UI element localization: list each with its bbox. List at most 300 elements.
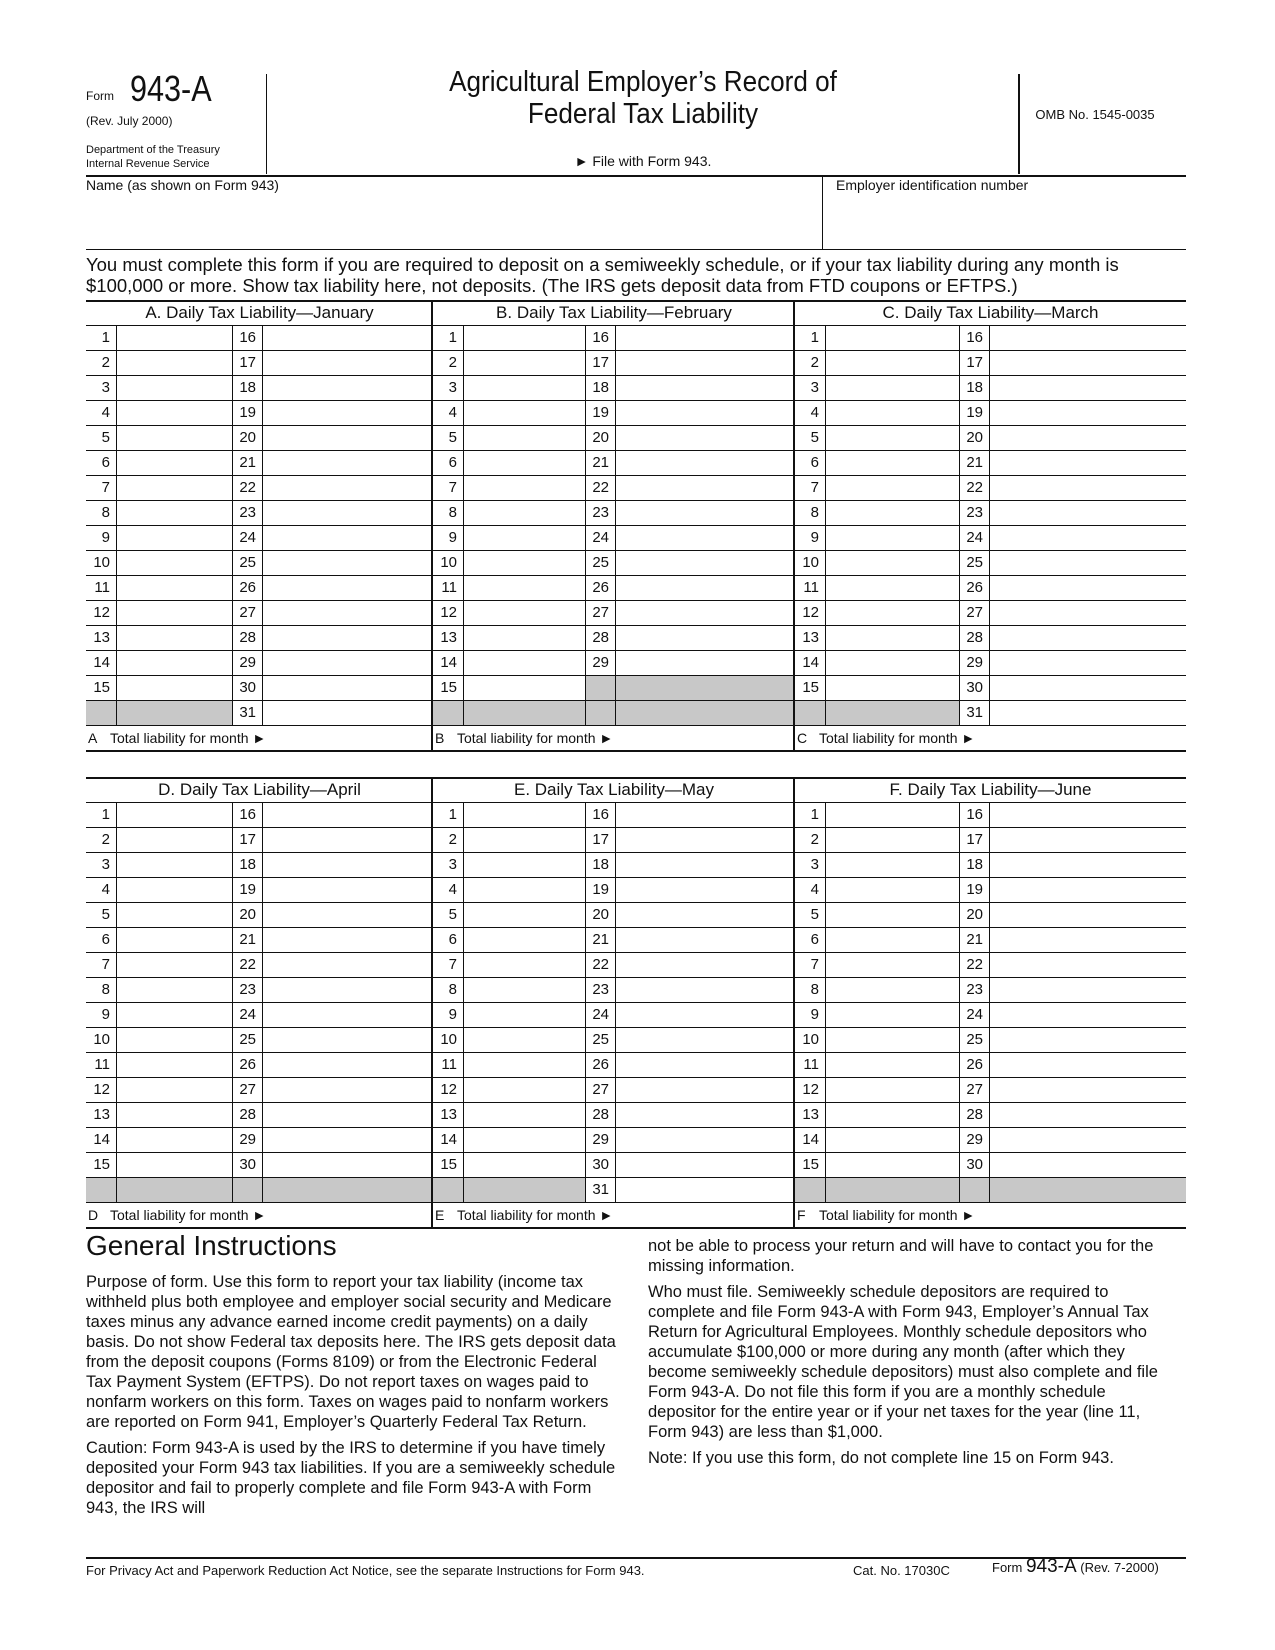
day-number: 22 — [239, 479, 256, 496]
day-number: 16 — [966, 329, 983, 346]
day-27-liability-e[interactable] — [615, 1079, 795, 1101]
day-12-liability-e[interactable] — [463, 1079, 585, 1101]
day-5-liability-f[interactable] — [825, 904, 959, 926]
day-number: 3 — [448, 856, 457, 873]
day-24-liability-c[interactable] — [989, 527, 1186, 549]
day-9-liability-c[interactable] — [825, 527, 959, 549]
form-label: Form — [86, 89, 114, 103]
day-number: 7 — [101, 479, 110, 496]
day-29-liability-a[interactable] — [262, 652, 433, 674]
day-25-liability-c[interactable] — [989, 552, 1186, 574]
day-number: 29 — [592, 654, 609, 671]
day-20-liability-f[interactable] — [989, 904, 1186, 926]
day-14-liability-e[interactable] — [463, 1129, 585, 1151]
day-number: 11 — [94, 1056, 110, 1073]
day-5-liability-b[interactable] — [463, 427, 585, 449]
shaded-cell — [585, 676, 795, 700]
day-4-liability-f[interactable] — [825, 879, 959, 901]
day-7-liability-f[interactable] — [825, 954, 959, 976]
day-27-liability-a[interactable] — [262, 602, 433, 624]
day-number: 22 — [239, 956, 256, 973]
day-18-liability-f[interactable] — [989, 854, 1186, 876]
day-number: 19 — [592, 881, 609, 898]
day-21-liability-e[interactable] — [615, 929, 795, 951]
day-17-liability-a[interactable] — [262, 352, 433, 374]
day-5-liability-c[interactable] — [825, 427, 959, 449]
day-number: 21 — [592, 931, 609, 948]
day-11-liability-b[interactable] — [463, 577, 585, 599]
day-number: 7 — [448, 479, 457, 496]
day-number: 14 — [440, 654, 457, 671]
day-21-liability-b[interactable] — [615, 452, 795, 474]
ein-label: Employer identification number — [836, 177, 1029, 193]
day-5-liability-e[interactable] — [463, 904, 585, 926]
day-17-liability-c[interactable] — [989, 352, 1186, 374]
day-19-liability-f[interactable] — [989, 879, 1186, 901]
day-6-liability-d[interactable] — [116, 929, 232, 951]
day-25-liability-e[interactable] — [615, 1029, 795, 1051]
total-liability-c[interactable] — [989, 727, 1186, 749]
day-26-liability-f[interactable] — [989, 1054, 1186, 1076]
day-number: 9 — [810, 1006, 819, 1023]
day-30-liability-a[interactable] — [262, 677, 433, 699]
day-23-liability-b[interactable] — [615, 502, 795, 524]
day-number: 6 — [101, 454, 110, 471]
day-number: 14 — [802, 1131, 819, 1148]
day-8-liability-a[interactable] — [116, 502, 232, 524]
day-28-liability-c[interactable] — [989, 627, 1186, 649]
day-13-liability-f[interactable] — [825, 1104, 959, 1126]
day-21-liability-a[interactable] — [262, 452, 433, 474]
form-title-line2: Federal Tax Liability — [527, 98, 759, 130]
day-16-liability-d[interactable] — [262, 804, 433, 826]
day-2-liability-f[interactable] — [825, 829, 959, 851]
day-30-liability-f[interactable] — [989, 1154, 1186, 1176]
day-1-liability-f[interactable] — [825, 804, 959, 826]
footer-revision: (Rev. 7-2000) — [1080, 1560, 1159, 1575]
day-17-liability-f[interactable] — [989, 829, 1186, 851]
day-19-liability-e[interactable] — [615, 879, 795, 901]
day-number: 1 — [810, 806, 819, 823]
day-21-liability-c[interactable] — [989, 452, 1186, 474]
day-27-liability-d[interactable] — [262, 1079, 433, 1101]
day-9-liability-d[interactable] — [116, 1004, 232, 1026]
day-number: 10 — [440, 1031, 457, 1048]
day-27-liability-c[interactable] — [989, 602, 1186, 624]
day-29-liability-b[interactable] — [615, 652, 795, 674]
day-18-liability-a[interactable] — [262, 377, 433, 399]
form-number: 943-A — [130, 68, 212, 109]
day-2-liability-b[interactable] — [463, 352, 585, 374]
day-number: 3 — [101, 856, 110, 873]
shaded-cell — [433, 1178, 585, 1202]
total-liability-f[interactable] — [989, 1204, 1186, 1226]
day-3-liability-a[interactable] — [116, 377, 232, 399]
day-4-liability-d[interactable] — [116, 879, 232, 901]
day-20-liability-a[interactable] — [262, 427, 433, 449]
day-31-liability-a[interactable] — [262, 702, 433, 724]
day-23-liability-a[interactable] — [262, 502, 433, 524]
day-6-liability-f[interactable] — [825, 929, 959, 951]
day-24-liability-d[interactable] — [262, 1004, 433, 1026]
day-11-liability-e[interactable] — [463, 1054, 585, 1076]
day-number: 8 — [810, 504, 819, 521]
day-number: 9 — [810, 529, 819, 546]
note-paragraph: Note: If you use this form, do not complete line 15 on Form 943. — [648, 1449, 1114, 1467]
day-16-liability-b[interactable] — [615, 327, 795, 349]
month-title-a: A. Daily Tax Liability—January — [145, 303, 374, 322]
day-number: 12 — [440, 1081, 457, 1098]
day-number: 29 — [592, 1131, 609, 1148]
day-28-liability-b[interactable] — [615, 627, 795, 649]
day-26-liability-c[interactable] — [989, 577, 1186, 599]
day-17-liability-d[interactable] — [262, 829, 433, 851]
day-17-liability-e[interactable] — [615, 829, 795, 851]
day-16-liability-e[interactable] — [615, 804, 795, 826]
day-22-liability-c[interactable] — [989, 477, 1186, 499]
day-19-liability-a[interactable] — [262, 402, 433, 424]
day-number: 19 — [239, 404, 256, 421]
day-number: 2 — [101, 354, 110, 371]
day-11-liability-c[interactable] — [825, 577, 959, 599]
total-letter: D — [88, 1207, 99, 1223]
day-2-liability-c[interactable] — [825, 352, 959, 374]
day-number: 1 — [810, 329, 819, 346]
day-6-liability-a[interactable] — [116, 452, 232, 474]
total-liability-label: Total liability for month ► — [457, 730, 614, 746]
day-29-liability-c[interactable] — [989, 652, 1186, 674]
day-11-liability-d[interactable] — [116, 1054, 232, 1076]
day-2-liability-a[interactable] — [116, 352, 232, 374]
day-3-liability-f[interactable] — [825, 854, 959, 876]
day-29-liability-d[interactable] — [262, 1129, 433, 1151]
day-13-liability-d[interactable] — [116, 1104, 232, 1126]
day-25-liability-a[interactable] — [262, 552, 433, 574]
day-2-liability-d[interactable] — [116, 829, 232, 851]
day-4-liability-b[interactable] — [463, 402, 585, 424]
day-17-liability-b[interactable] — [615, 352, 795, 374]
day-number: 19 — [966, 404, 983, 421]
day-10-liability-c[interactable] — [825, 552, 959, 574]
day-number: 8 — [101, 504, 110, 521]
day-7-liability-a[interactable] — [116, 477, 232, 499]
day-number: 12 — [93, 1081, 110, 1098]
day-number: 3 — [101, 379, 110, 396]
day-19-liability-d[interactable] — [262, 879, 433, 901]
revision-date: (Rev. July 2000) — [86, 114, 173, 128]
day-14-liability-f[interactable] — [825, 1129, 959, 1151]
day-number: 20 — [592, 429, 609, 446]
total-liability-b[interactable] — [615, 727, 795, 749]
day-23-liability-e[interactable] — [615, 979, 795, 1001]
day-13-liability-c[interactable] — [825, 627, 959, 649]
day-11-liability-f[interactable] — [825, 1054, 959, 1076]
day-28-liability-f[interactable] — [989, 1104, 1186, 1126]
day-number: 23 — [239, 504, 256, 521]
name-field[interactable] — [86, 196, 820, 246]
day-12-liability-f[interactable] — [825, 1079, 959, 1101]
day-24-liability-f[interactable] — [989, 1004, 1186, 1026]
day-number: 7 — [448, 956, 457, 973]
day-22-liability-a[interactable] — [262, 477, 433, 499]
day-14-liability-c[interactable] — [825, 652, 959, 674]
day-number: 25 — [592, 554, 609, 571]
day-16-liability-a[interactable] — [262, 327, 433, 349]
day-10-liability-f[interactable] — [825, 1029, 959, 1051]
day-number: 25 — [239, 1031, 256, 1048]
day-31-liability-e[interactable] — [615, 1179, 795, 1201]
day-23-liability-f[interactable] — [989, 979, 1186, 1001]
day-number: 9 — [101, 529, 110, 546]
day-1-liability-c[interactable] — [825, 327, 959, 349]
day-number: 16 — [592, 329, 609, 346]
day-1-liability-a[interactable] — [116, 327, 232, 349]
form-title — [306, 66, 981, 130]
day-22-liability-e[interactable] — [615, 954, 795, 976]
day-15-liability-e[interactable] — [463, 1154, 585, 1176]
day-24-liability-b[interactable] — [615, 527, 795, 549]
day-number: 18 — [592, 856, 609, 873]
day-13-liability-b[interactable] — [463, 627, 585, 649]
file-with-note: ► File with Form 943. — [574, 153, 712, 169]
day-number: 18 — [239, 856, 256, 873]
day-number: 23 — [592, 981, 609, 998]
day-13-liability-a[interactable] — [116, 627, 232, 649]
day-24-liability-a[interactable] — [262, 527, 433, 549]
day-number: 23 — [966, 504, 983, 521]
day-12-liability-a[interactable] — [116, 602, 232, 624]
shaded-cell — [86, 1178, 232, 1202]
day-number: 13 — [802, 1106, 819, 1123]
day-3-liability-e[interactable] — [463, 854, 585, 876]
day-24-liability-e[interactable] — [615, 1004, 795, 1026]
day-number: 24 — [239, 529, 256, 546]
day-1-liability-d[interactable] — [116, 804, 232, 826]
day-number: 2 — [810, 831, 819, 848]
day-15-liability-a[interactable] — [116, 677, 232, 699]
day-number: 24 — [239, 1006, 256, 1023]
day-number: 13 — [440, 1106, 457, 1123]
day-11-liability-a[interactable] — [116, 577, 232, 599]
day-28-liability-d[interactable] — [262, 1104, 433, 1126]
day-number: 3 — [810, 379, 819, 396]
day-20-liability-e[interactable] — [615, 904, 795, 926]
day-22-liability-d[interactable] — [262, 954, 433, 976]
day-19-liability-c[interactable] — [989, 402, 1186, 424]
day-29-liability-f[interactable] — [989, 1129, 1186, 1151]
day-number: 24 — [592, 529, 609, 546]
day-10-liability-a[interactable] — [116, 552, 232, 574]
day-number: 18 — [966, 379, 983, 396]
total-letter: F — [797, 1207, 806, 1223]
day-10-liability-e[interactable] — [463, 1029, 585, 1051]
day-20-liability-c[interactable] — [989, 427, 1186, 449]
day-number: 11 — [441, 1056, 457, 1073]
day-26-liability-d[interactable] — [262, 1054, 433, 1076]
day-19-liability-b[interactable] — [615, 402, 795, 424]
shaded-cell — [433, 701, 585, 725]
day-12-liability-c[interactable] — [825, 602, 959, 624]
day-20-liability-b[interactable] — [615, 427, 795, 449]
day-number: 12 — [802, 604, 819, 621]
day-6-liability-b[interactable] — [463, 452, 585, 474]
day-number: 8 — [810, 981, 819, 998]
day-25-liability-f[interactable] — [989, 1029, 1186, 1051]
day-15-liability-c[interactable] — [825, 677, 959, 699]
day-16-liability-c[interactable] — [989, 327, 1186, 349]
caution-paragraph: Caution: Form 943-A is used by the IRS to determine if you have timely deposited your Form 943 tax liabilities. If you are a semiweekly schedule depositor and fail to properly complete and file Form 943-A with Form 943, the IRS will — [86, 1439, 616, 1517]
day-22-liability-f[interactable] — [989, 954, 1186, 976]
day-7-liability-d[interactable] — [116, 954, 232, 976]
day-number: 1 — [448, 806, 457, 823]
day-number: 4 — [101, 404, 110, 421]
day-22-liability-b[interactable] — [615, 477, 795, 499]
day-8-liability-e[interactable] — [463, 979, 585, 1001]
day-15-liability-b[interactable] — [463, 677, 585, 699]
day-1-liability-e[interactable] — [463, 804, 585, 826]
day-number: 14 — [93, 1131, 110, 1148]
day-23-liability-c[interactable] — [989, 502, 1186, 524]
day-26-liability-b[interactable] — [615, 577, 795, 599]
day-14-liability-d[interactable] — [116, 1129, 232, 1151]
day-8-liability-d[interactable] — [116, 979, 232, 1001]
day-4-liability-c[interactable] — [825, 402, 959, 424]
day-3-liability-d[interactable] — [116, 854, 232, 876]
day-number: 12 — [93, 604, 110, 621]
day-number: 16 — [239, 806, 256, 823]
day-number: 11 — [803, 1056, 819, 1073]
day-21-liability-f[interactable] — [989, 929, 1186, 951]
day-4-liability-e[interactable] — [463, 879, 585, 901]
day-5-liability-a[interactable] — [116, 427, 232, 449]
day-10-liability-d[interactable] — [116, 1029, 232, 1051]
day-10-liability-b[interactable] — [463, 552, 585, 574]
day-number: 10 — [93, 1031, 110, 1048]
day-9-liability-b[interactable] — [463, 527, 585, 549]
day-25-liability-b[interactable] — [615, 552, 795, 574]
day-30-liability-c[interactable] — [989, 677, 1186, 699]
day-number: 8 — [101, 981, 110, 998]
day-number: 1 — [101, 806, 110, 823]
day-15-liability-d[interactable] — [116, 1154, 232, 1176]
day-29-liability-e[interactable] — [615, 1129, 795, 1151]
day-7-liability-e[interactable] — [463, 954, 585, 976]
day-3-liability-c[interactable] — [825, 377, 959, 399]
day-25-liability-d[interactable] — [262, 1029, 433, 1051]
day-18-liability-c[interactable] — [989, 377, 1186, 399]
month-title-c: C. Daily Tax Liability—March — [882, 303, 1099, 322]
day-6-liability-c[interactable] — [825, 452, 959, 474]
day-12-liability-d[interactable] — [116, 1079, 232, 1101]
day-9-liability-a[interactable] — [116, 527, 232, 549]
day-7-liability-b[interactable] — [463, 477, 585, 499]
day-26-liability-a[interactable] — [262, 577, 433, 599]
day-16-liability-f[interactable] — [989, 804, 1186, 826]
day-8-liability-c[interactable] — [825, 502, 959, 524]
day-18-liability-d[interactable] — [262, 854, 433, 876]
day-31-liability-c[interactable] — [989, 702, 1186, 724]
day-13-liability-e[interactable] — [463, 1104, 585, 1126]
who-must-file-paragraph: Who must file. Semiweekly schedule depositors are required to complete and file Form 943-A with Form 943, Employer’s Annual Tax Return for Agricultural Employees. Monthly schedule depositors who accumulate $100,000 or more during any month (after which they become semiweekly schedule depositors) must also complete and file Form 943-A. Do not file this form if you are a monthly schedule depositor for the entire year or if your net taxes for the year (line 11, Form 943) are less than $1,000. — [648, 1283, 1158, 1441]
day-number: 28 — [966, 629, 983, 646]
total-letter: A — [88, 730, 98, 746]
day-number: 22 — [966, 956, 983, 973]
day-1-liability-b[interactable] — [463, 327, 585, 349]
day-14-liability-b[interactable] — [463, 652, 585, 674]
total-liability-label: Total liability for month ► — [457, 1207, 614, 1223]
day-number: 27 — [239, 1081, 256, 1098]
day-9-liability-f[interactable] — [825, 1004, 959, 1026]
total-liability-d[interactable] — [262, 1204, 433, 1226]
day-number: 26 — [966, 579, 983, 596]
day-number: 3 — [810, 856, 819, 873]
day-number: 26 — [239, 579, 256, 596]
day-27-liability-b[interactable] — [615, 602, 795, 624]
day-number: 22 — [592, 956, 609, 973]
day-3-liability-b[interactable] — [463, 377, 585, 399]
day-number: 1 — [448, 329, 457, 346]
ein-field[interactable] — [836, 196, 1180, 246]
day-number: 31 — [592, 1181, 609, 1198]
day-number: 24 — [966, 529, 983, 546]
name-label: Name (as shown on Form 943) — [86, 177, 279, 193]
day-8-liability-f[interactable] — [825, 979, 959, 1001]
day-number: 15 — [93, 679, 110, 696]
day-18-liability-b[interactable] — [615, 377, 795, 399]
day-7-liability-c[interactable] — [825, 477, 959, 499]
day-5-liability-d[interactable] — [116, 904, 232, 926]
day-number: 5 — [810, 429, 819, 446]
day-14-liability-a[interactable] — [116, 652, 232, 674]
footer-form-word: Form — [992, 1560, 1023, 1575]
day-8-liability-b[interactable] — [463, 502, 585, 524]
day-number: 21 — [966, 931, 983, 948]
day-number: 4 — [810, 881, 819, 898]
purpose-paragraph: Purpose of form. Use this form to report your tax liability (income tax withheld plus both employee and employer social security and Medicare taxes minus any advance earned income credit payments) on a daily basis. Do not show Federal tax deposits here. The IRS gets deposit data from the deposit coupons (Forms 8109) or from the Electronic Federal Tax Payment System (EFTPS). Do not report taxes on wages paid to nonfarm workers on this form. Taxes on wages paid to nonfarm workers are reported on Form 941, Employer’s Quarterly Federal Tax Return. — [86, 1273, 616, 1431]
footer-form-id — [992, 1556, 1159, 1578]
day-28-liability-a[interactable] — [262, 627, 433, 649]
day-2-liability-e[interactable] — [463, 829, 585, 851]
shaded-cell — [585, 701, 795, 725]
day-30-liability-d[interactable] — [262, 1154, 433, 1176]
day-12-liability-b[interactable] — [463, 602, 585, 624]
day-21-liability-d[interactable] — [262, 929, 433, 951]
day-27-liability-f[interactable] — [989, 1079, 1186, 1101]
day-number: 12 — [440, 604, 457, 621]
day-28-liability-e[interactable] — [615, 1104, 795, 1126]
day-number: 5 — [448, 906, 457, 923]
day-number: 10 — [93, 554, 110, 571]
day-number: 10 — [802, 554, 819, 571]
day-30-liability-e[interactable] — [615, 1154, 795, 1176]
day-26-liability-e[interactable] — [615, 1054, 795, 1076]
day-18-liability-e[interactable] — [615, 854, 795, 876]
day-number: 14 — [93, 654, 110, 671]
day-number: 17 — [592, 831, 609, 848]
day-4-liability-a[interactable] — [116, 402, 232, 424]
day-number: 30 — [239, 679, 256, 696]
day-15-liability-f[interactable] — [825, 1154, 959, 1176]
day-number: 9 — [448, 1006, 457, 1023]
total-liability-a[interactable] — [262, 727, 433, 749]
total-liability-e[interactable] — [615, 1204, 795, 1226]
day-6-liability-e[interactable] — [463, 929, 585, 951]
day-20-liability-d[interactable] — [262, 904, 433, 926]
day-number: 13 — [440, 629, 457, 646]
day-number: 14 — [440, 1131, 457, 1148]
day-9-liability-e[interactable] — [463, 1004, 585, 1026]
day-23-liability-d[interactable] — [262, 979, 433, 1001]
